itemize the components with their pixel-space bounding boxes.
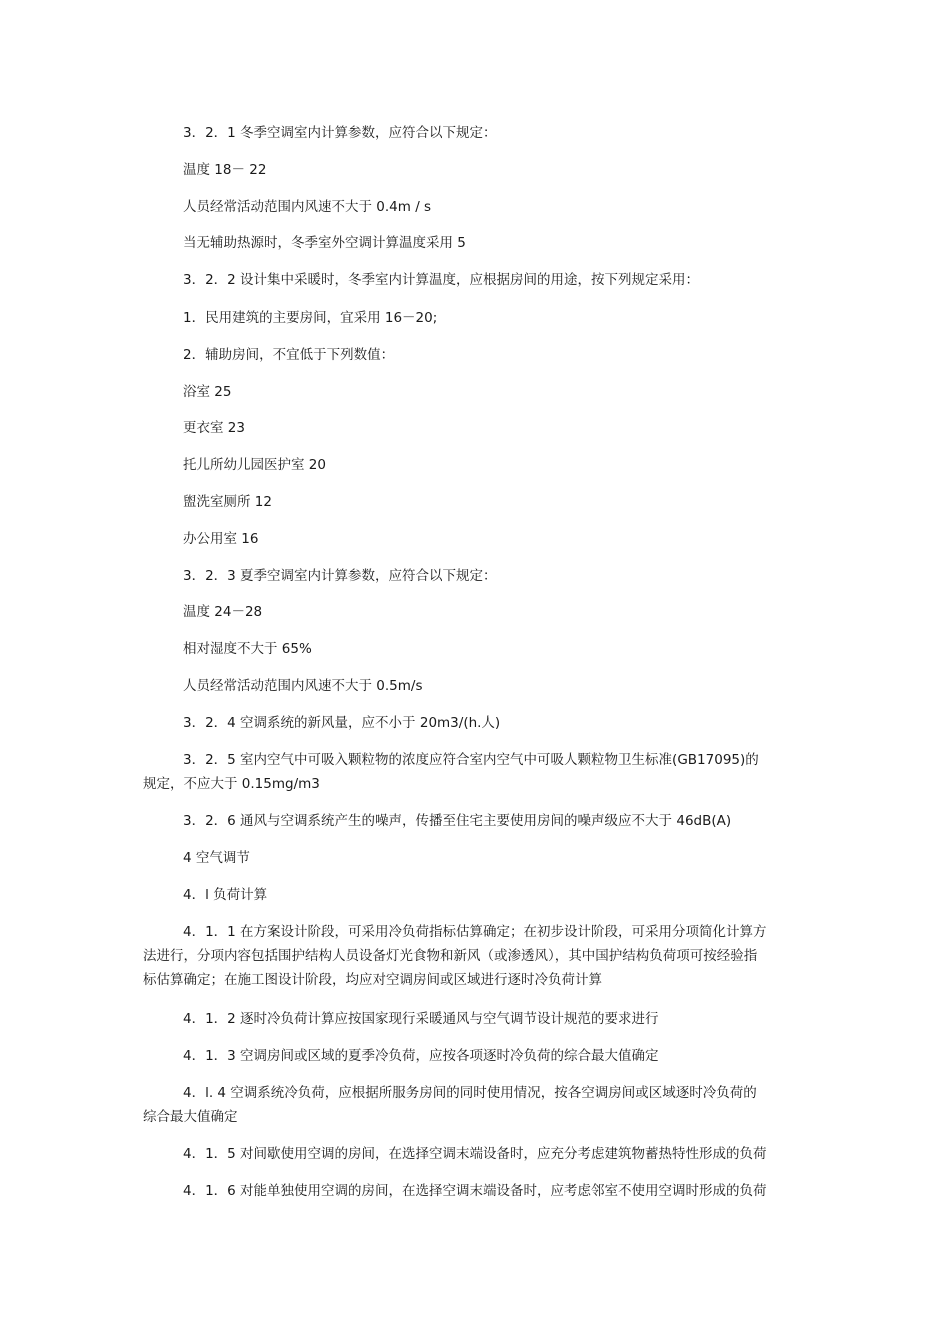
clause-3-2-1: 3．2．1 冬季空调室内计算参数，应符合以下规定： [183, 125, 497, 141]
clause-3-2-5: 3．2．5 室内空气中可吸入颗粒物的浓度应符合室内空气中可吸人颗粒物卫生标准(GB17095)的规定，不应大于 0.15mg/m3 [143, 752, 759, 792]
clause-4-1-6: 4．1．6 对能单独使用空调的房间，在选择空调末端设备时，应考虑邻室不使用空调时形成的负荷 [183, 1183, 767, 1199]
clause-4-1-2: 4．1．2 逐时冷负荷计算应按国家现行采暖通风与空气调节设计规范的要求进行 [183, 1011, 659, 1027]
winter-wind-speed: 人员经常活动范围内风速不大于 0.4m / s [183, 199, 432, 215]
washroom-value: 盥洗室厕所 12 [183, 494, 272, 510]
item-auxiliary-rooms: 2．辅助房间，不宜低于下列数值： [183, 347, 395, 363]
clause-4-1-4: 4．l. 4 空调系统冷负荷，应根据所服务房间的同时使用情况，按各空调房间或区域逐时冷负荷的综合最大值确定 [143, 1085, 757, 1125]
clause-3-2-2: 3．2．2 设计集中采暖时，冬季室内计算温度，应根据房间的用途，按下列规定采用： [183, 272, 700, 288]
section-4-heading: 4 空气调节 [183, 850, 250, 866]
clause-3-2-4: 3．2．4 空调系统的新风量，应不小于 20m3/(h.人) [183, 715, 501, 731]
office-value: 办公用室 16 [183, 531, 259, 547]
winter-outdoor-temperature: 当无辅助热源时，冬季室外空调计算温度采用 5 [183, 235, 466, 251]
summer-temperature: 温度 24－28 [183, 604, 263, 620]
winter-temperature: 温度 18－ 22 [183, 162, 267, 178]
clause-4-1-5: 4．1．5 对间歇使用空调的房间，在选择空调末端设备时，应充分考虑建筑物蓄热特性形成的负荷 [183, 1146, 767, 1162]
summer-wind-speed: 人员经常活动范围内风速不大于 0.5m/s [183, 678, 423, 694]
clause-3-2-3: 3．2．3 夏季空调室内计算参数，应符合以下规定： [183, 568, 497, 584]
summer-humidity: 相对湿度不大于 65% [183, 641, 312, 657]
bathroom-value: 浴室 25 [183, 384, 232, 400]
section-4-1-heading: 4．l 负荷计算 [183, 887, 268, 903]
clause-4-1-1: 4．1．1 在方案设计阶段，可采用冷负荷指标估算确定；在初步设计阶段，可采用分项简化计算方法进行，分项内容包括围护结构人员设备灯光食物和新风（或渗透风），其中国护结构负荷项可按经验指标估算确定；在施工图设计阶段，均应对空调房间或区域进行逐时冷负荷计算 [143, 924, 767, 988]
clause-3-2-6: 3．2．6 通风与空调系统产生的噪声，传播至住宅主要使用房间的噪声级应不大于 46dB(A) [183, 813, 732, 829]
nursery-value: 托儿所幼儿园医护室 20 [183, 457, 326, 473]
changing-room-value: 更衣室 23 [183, 420, 245, 436]
clause-4-1-3: 4．1．3 空调房间或区域的夏季冷负荷，应按各项逐时冷负荷的综合最大值确定 [183, 1048, 659, 1064]
item-main-rooms: 1．民用建筑的主要房间，宜采用 16－20; [183, 310, 438, 326]
